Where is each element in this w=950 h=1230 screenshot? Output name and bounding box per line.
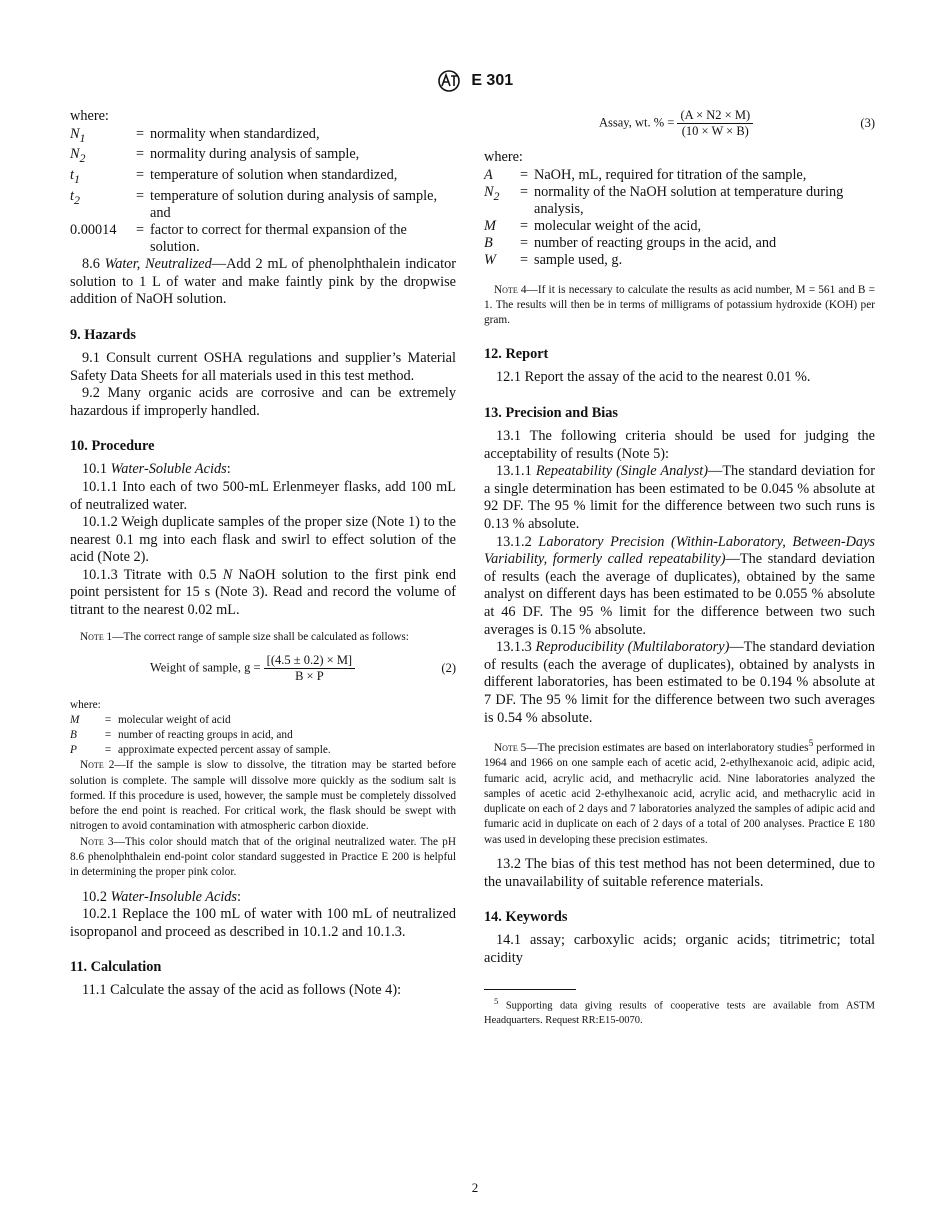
designation: E 301: [471, 72, 514, 90]
def-symbol-factor: 0.00014: [70, 222, 117, 239]
def-symbol-n2: $N_2$: [484, 183, 500, 203]
section-10-1-1: 10.1.1 Into each of two 500-mL Erlenmeyer flasks, add 100 mL of neutralized water.: [70, 478, 456, 513]
section-10-1-2: 10.1.2 Weigh duplicate samples of the proper size (Note 1) to the nearest 0.1 mg into each flask and swirl to effect solution of the acid (Note 2).: [70, 514, 456, 566]
note-3: Note 3—This color should match that of the original neutralized water. The pH 8.6 phenolphthalein end-point color standard suggested in Practice E 200 is helpful in determining the proper pink color.: [70, 835, 456, 879]
definition-row: $t_2$ = temperature of solution during analysis of sample, and: [70, 188, 456, 222]
section-13-1-1: 13.1.1 Repeatability (Single Analyst)—The standard deviation for a single determination has been estimated to be 0.045 % absolute at 92 DF. The 95 % limit for the difference between two such runs is 0.13 % absolute.: [484, 463, 876, 533]
note-5: Note 5—The precision estimates are based on interlaboratory studies$^5$ performed in 1964 and 1966 on one sample each of acetic acid, 2-ethylhexanoic acid, adipic acid, fumaric acid, acrylic acid, and methacrylic acid. Nine laboratories analyzed the samples of acetic acid 2-ethylhexanoic acid, acrylic acid, and methacrylic acid in duplicate on each of 2 days and 7 laboratories analyzed the samples of adipic acid and fumaric acid in duplicate on each of 2 days of a total of 200 analyses. Practice E 180 was used in developing these precision estimates.: [484, 739, 875, 846]
section-10-2: 10.2 Water-Insoluble Acids:: [82, 888, 241, 905]
right-column: [484, 108, 875, 1028]
footnote-rule: [484, 989, 576, 990]
def-symbol-t1: $t_1$: [70, 167, 80, 187]
section-12-1: 12.1 Report the assay of the acid to the nearest 0.01 %.: [496, 369, 811, 386]
section-13-1: 13.1 The following criteria should be used for judging the acceptability of results (Note 5):: [484, 428, 875, 462]
definition-row: $N_1$ = normality when standardized,: [70, 126, 456, 147]
def-text: factor to correct for thermal expansion of the solution.: [150, 222, 407, 256]
definition-row: M = molecular weight of acid: [70, 714, 231, 727]
heading-report: 12. Report: [484, 346, 549, 363]
section-14-1: 14.1 assay; carboxylic acids; organic acids; titrimetric; total acidity: [484, 932, 875, 966]
def-text: temperature of solution during analysis of sample, and: [150, 188, 438, 222]
def-symbol-n1: $N_1$: [70, 125, 86, 145]
section-10-1: 10.1 Water-Soluble Acids:: [82, 461, 231, 478]
heading-precision-bias: 13. Precision and Bias: [484, 405, 618, 422]
definition-row: B = number of reacting groups in acid, and: [70, 729, 293, 742]
definition-row: W = sample used, g.: [484, 251, 623, 268]
footnote-5: $^5$ Supporting data giving results of cooperative tests are available from ASTM Headquarters. Request RR:E15-0070.: [484, 996, 875, 1026]
equation-2: Weight of sample, g = $\frac{[(4.5 \pm 0.2) \times M]}{B \times P}$ (2): [150, 652, 456, 683]
astm-logo-icon: [437, 70, 461, 92]
definition-row: P = approximate expected percent assay of sample.: [70, 744, 331, 757]
def-text: normality when standardized,: [150, 125, 320, 142]
definition-row: $N_2$ = normality of the NaOH solution at temperature during analysis,: [484, 183, 844, 217]
heading-procedure: 10. Procedure: [70, 438, 155, 455]
section-13-2: 13.2 The bias of this test method has not been determined, due to the unavailability of suitable reference materials.: [484, 856, 875, 890]
definition-row: A = NaOH, mL, required for titration of the sample,: [484, 166, 807, 183]
section-11-1: 11.1 Calculate the assay of the acid as follows (Note 4):: [82, 982, 402, 999]
equation-number: (3): [860, 116, 875, 130]
heading-calculation: 11. Calculation: [70, 959, 162, 976]
page-number: 2: [471, 1180, 479, 1195]
equation-3: Assay, wt. % = $\frac{(A \times N2 \times M)}{(10 \times W \times B)}$ (3): [599, 108, 875, 138]
note-2: Note 2—If the sample is slow to dissolve, the titration may be started before solution is complete. The sample will dissolve more quickly as the sodium salt is formed. If this procedure is used, however, the sample must be completely dissolved before the end point is reached. For critical work, the flask should be swept with nitrogen to avoid contamination with atmospheric carbon dioxide.: [70, 759, 456, 833]
section-13-1-2: 13.1.2 Laboratory Precision (Within-Laboratory, Between-Days Variability, formerly called repeatability)—The standard deviation of results (each the average of duplicates), obtained by the same analyst on different days has been estimated to be 0.055 % absolute at 46 DF. The 95 % limit for the difference between two such averages is 0.15 % absolute.: [484, 533, 875, 638]
def-symbol-t2: $t_2$: [70, 188, 80, 208]
left-column: [70, 108, 456, 1000]
definition-row: 0.00014 = factor to correct for thermal expansion of the solution.: [70, 222, 456, 256]
def-text: normality during analysis of sample,: [150, 146, 360, 163]
heading-keywords: 14. Keywords: [484, 909, 568, 926]
definition-row: B = number of reacting groups in the acid, and: [484, 234, 777, 251]
section-9-2: 9.2 Many organic acids are corrosive and can be extremely hazardous if improperly handled.: [70, 385, 456, 419]
section-10-1-3: 10.1.3 Titrate with 0.5 N NaOH solution to the first pink end point persistent for 15 s (Note 3). Read and record the volume of titrant to the nearest 0.02 mL.: [70, 566, 457, 619]
definition-row: M = molecular weight of the acid,: [484, 217, 702, 234]
note-1: Note 1—The correct range of sample size shall be calculated as follows:: [80, 630, 409, 643]
section-9-1: 9.1 Consult current OSHA regulations and supplier’s Material Safety Data Sheets for all materials used in this test method.: [70, 349, 456, 384]
equation-number: (2): [441, 660, 456, 675]
section-13-1-3: 13.1.3 Reproducibility (Multilaboratory)—The standard deviation of results (each the average of duplicates), obtained by analysts in different laboratories, has been estimated to be 0.194 % absolute at 7 DF. The 95 % limit for the difference between two such averages is 0.54 % absolute.: [484, 639, 876, 726]
page-header: [0, 70, 950, 92]
section-8-6: 8.6 Water, Neutralized—Add 2 mL of phenolphthalein indicator solution to 1 L of water and make faintly pink by the dropwise addition of NaOH solution.: [70, 256, 456, 308]
definitions-table-1: [70, 126, 456, 257]
where-label: where:: [484, 149, 523, 165]
definition-row: $N_2$ = normality during analysis of sample,: [70, 146, 456, 167]
note-4: Note 4—If it is necessary to calculate the results as acid number, M = 561 and B = 1. The results will then be in terms of milligrams of potassium hydroxide (KOH) per gram.: [484, 283, 875, 327]
where-label: where:: [70, 108, 109, 124]
def-text: temperature of solution when standardized,: [150, 167, 398, 184]
definition-row: $t_1$ = temperature of solution when standardized,: [70, 167, 456, 188]
definitions-table-3: [484, 167, 875, 269]
where-label-2: where:: [70, 698, 101, 711]
section-10-2-1: 10.2.1 Replace the 100 mL of water with 100 mL of neutralized isopropanol and proceed as described in 10.1.2 and 10.1.3.: [70, 906, 456, 940]
def-symbol-n2: $N_2$: [70, 146, 86, 166]
heading-hazards: 9. Hazards: [70, 326, 136, 343]
definitions-table-2: [70, 713, 331, 758]
